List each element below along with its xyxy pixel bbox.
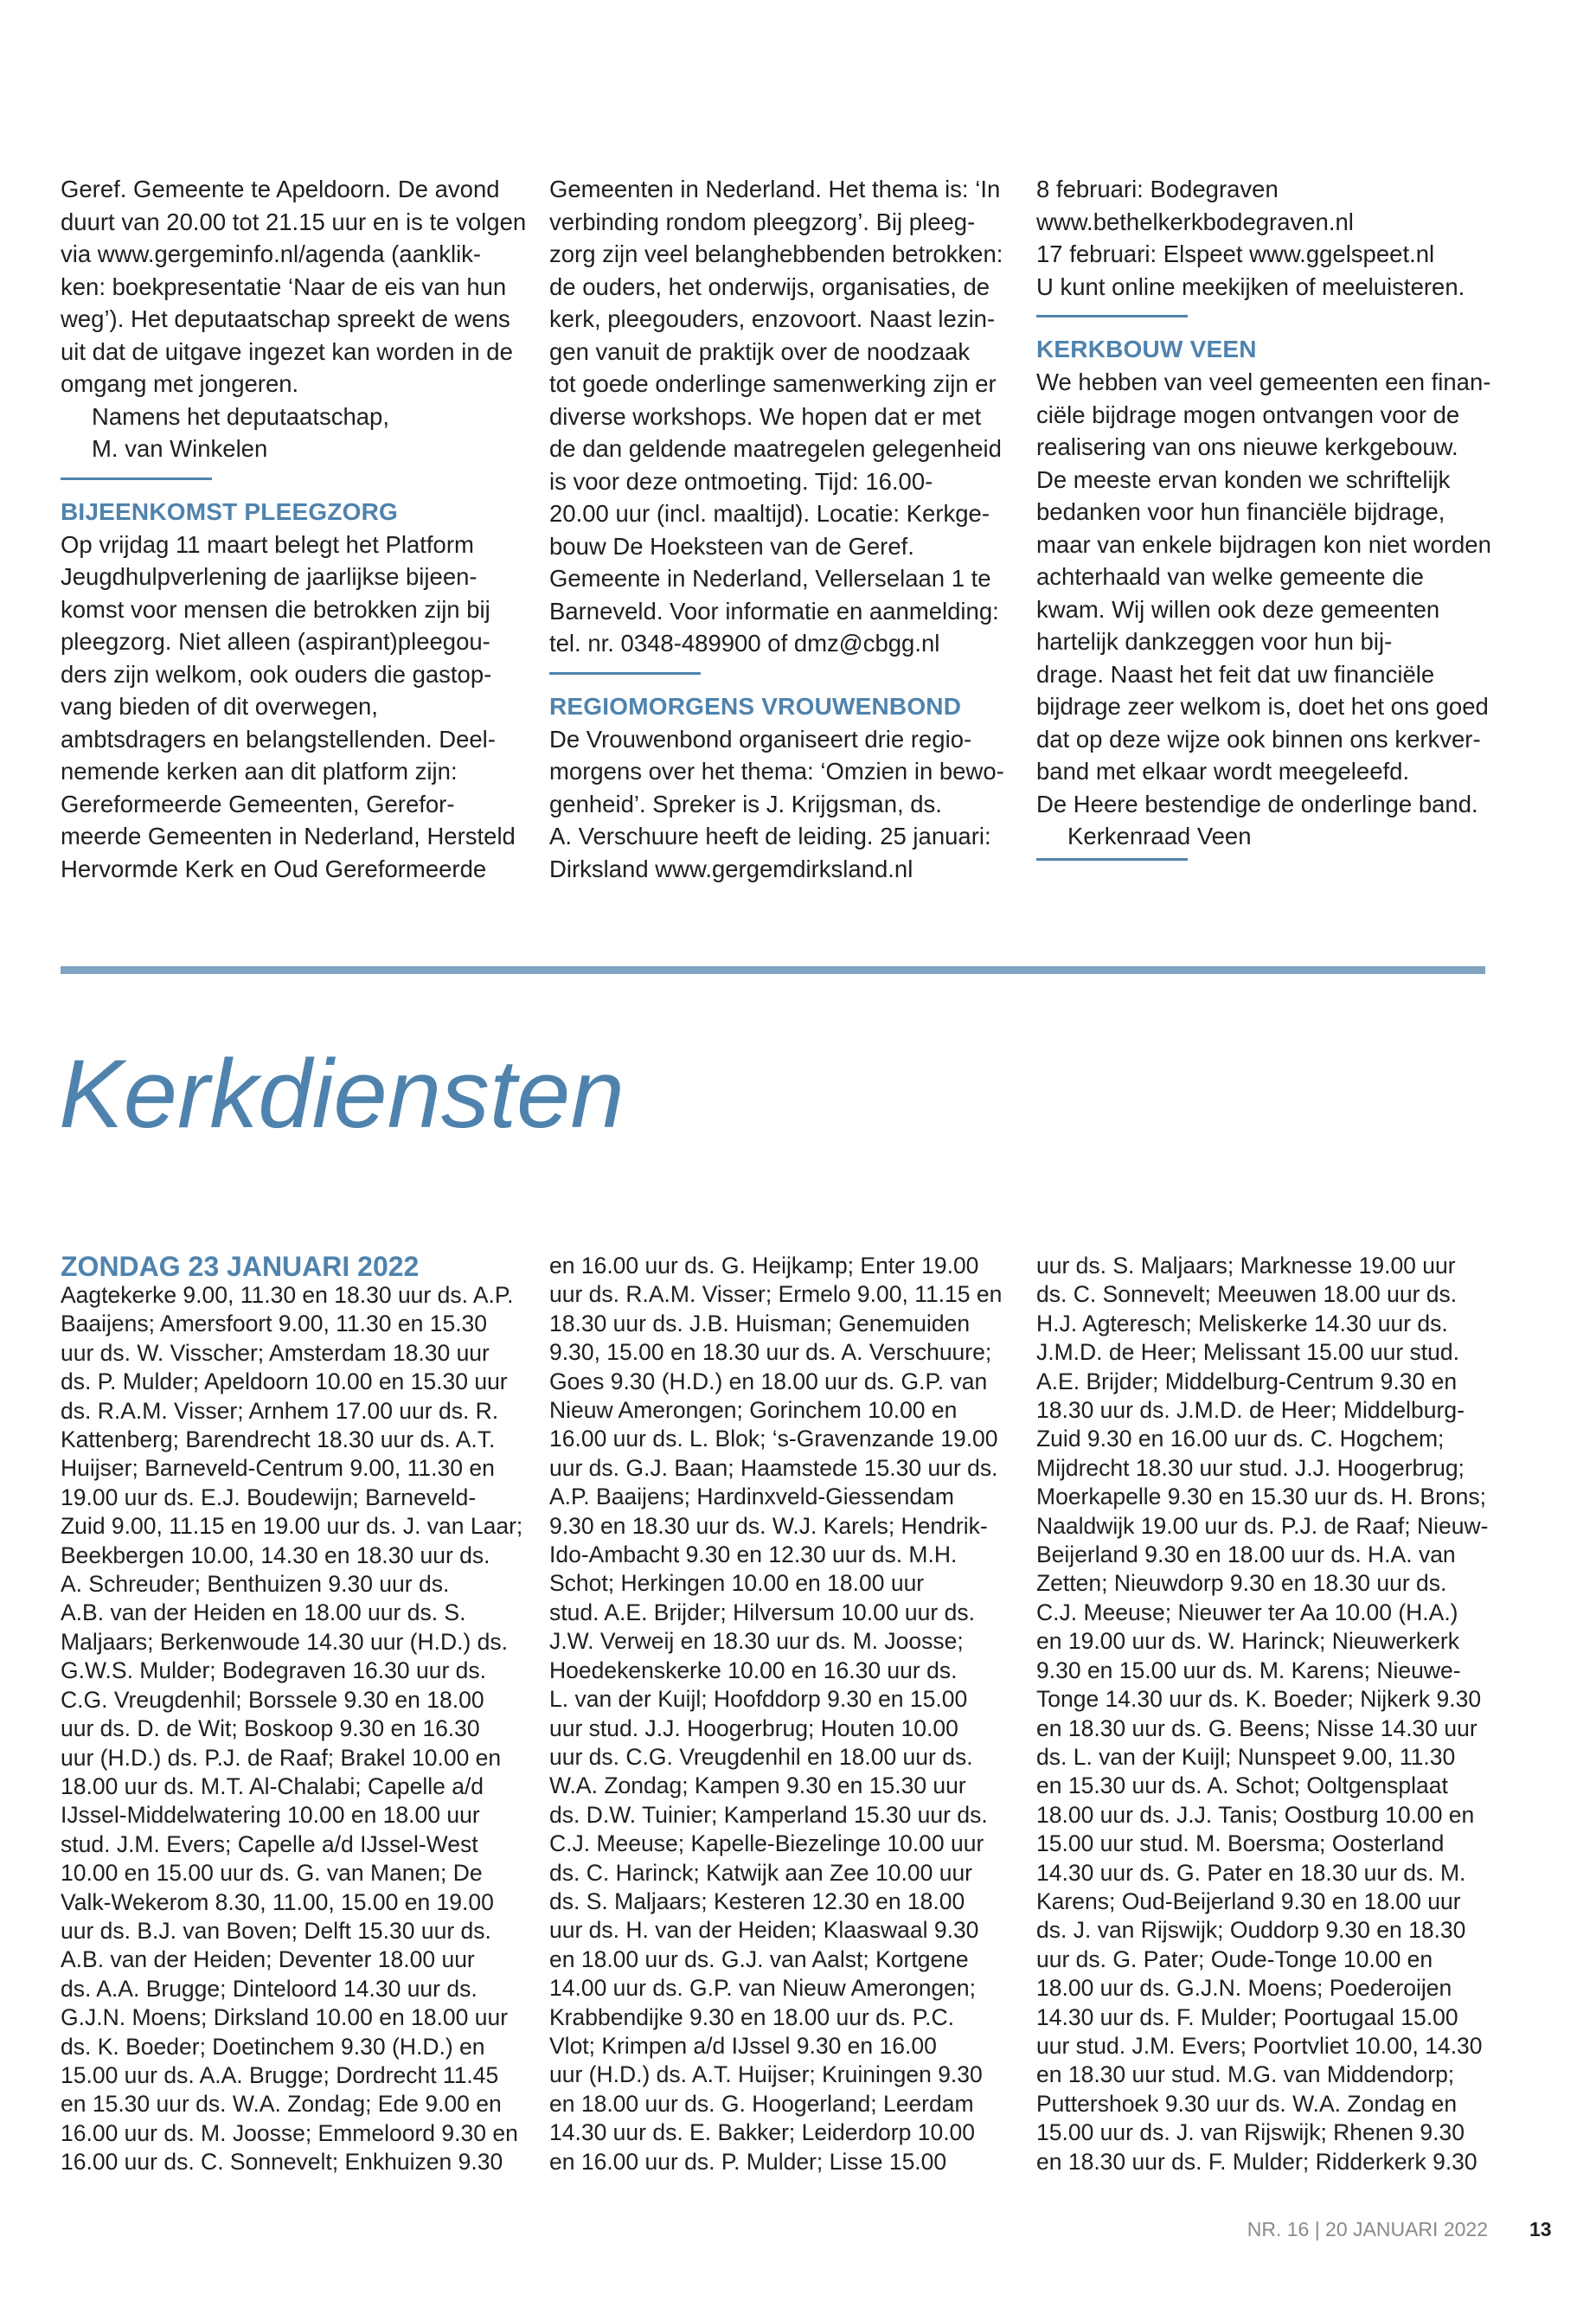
services-date-heading: ZONDAG 23 JANUARI 2022 — [61, 1251, 420, 1282]
services-list-3 — [1036, 1252, 1521, 2176]
text-line: W.A. Zondag; Kampen 9.30 en 15.30 uur — [549, 1772, 966, 1799]
text-line: dat op deze wijze ook binnen ons kerkver- — [1036, 725, 1481, 753]
article-regiomorgens-vrouwenbond — [549, 723, 1016, 886]
text-line: bedanken voor hun financiële bijdrage, — [1036, 498, 1445, 525]
text-line: genheid’. Spreker is J. Krijgsman, ds. — [549, 790, 942, 817]
text-line: 14.30 uur ds. G. Pater en 18.30 uur ds. M. — [1036, 1859, 1466, 1886]
text-line: ds. S. Maljaars; Kesteren 12.30 en 18.00 — [549, 1888, 965, 1914]
text-line: uur stud. J.J. Hoogerbrug; Houten 10.00 — [549, 1715, 958, 1741]
page-number: 13 — [1529, 2218, 1552, 2240]
text-line: uur ds. D. de Wit; Boskoop 9.30 en 16.30 — [61, 1715, 480, 1742]
text-line: Beijerland 9.30 en 18.00 uur ds. H.A. van — [1036, 1541, 1456, 1568]
section-end-rule — [1036, 858, 1188, 861]
text-line: ds. J. van Rijswijk; Ouddorp 9.30 en 18.30 — [1036, 1917, 1466, 1944]
text-line: Aagtekerke 9.00, 11.30 en 18.30 uur ds. A.P. — [61, 1282, 514, 1308]
text-line: uur ds. S. Maljaars; Marknesse 19.00 uur — [1036, 1253, 1456, 1279]
text-line: ds. A.A. Brugge; Dinteloord 14.30 uur ds. — [61, 1975, 478, 2002]
text-line: achterhaald van welke gemeente die — [1036, 563, 1424, 590]
text-line: ds. R.A.M. Visser; Arnhem 17.00 uur ds. R. — [61, 1397, 499, 1424]
heading-regiomorgens-vrouwenbond: REGIOMORGENS VROUWENBOND — [549, 692, 962, 720]
text-line: 10.00 en 15.00 uur ds. G. van Manen; De — [61, 1860, 483, 1887]
text-line: 16.00 uur ds. L. Blok; ‘s-Gravenzande 19.00 — [549, 1426, 998, 1452]
text-line: 18.00 uur ds. J.J. Tanis; Oostburg 10.00 en — [1036, 1801, 1475, 1828]
text-line: G.J.N. Moens; Dirksland 10.00 en 18.00 uur — [61, 2004, 509, 2031]
text-line: 14.00 uur ds. G.P. van Nieuw Amerongen; — [549, 1975, 977, 2002]
text-line: en 18.30 uur ds. G. Beens; Nisse 14.30 uur — [1036, 1715, 1477, 1741]
text-line: uur (H.D.) ds. P.J. de Raaf; Brakel 10.00 en — [61, 1744, 502, 1771]
text-line: 18.00 uur ds. G.J.N. Moens; Poederoijen — [1036, 1975, 1452, 2002]
text-line: C.J. Meeuse; Kapelle-Biezelinge 10.00 uur — [549, 1830, 984, 1857]
heading-kerkbouw-veen: KERKBOUW VEEN — [1036, 336, 1257, 362]
text-line: vang bieden of dit overwegen, — [61, 693, 378, 720]
text-line: duurt van 20.00 tot 21.15 uur en is te volgen — [61, 208, 527, 235]
text-line: en 18.00 uur ds. G.J. van Aalst; Kortgene — [549, 1945, 969, 1972]
text-line: 16.00 uur ds. M. Joosse; Emmeloord 9.30 en — [61, 2119, 518, 2146]
text-line: Maljaars; Berkenwoude 14.30 uur (H.D.) ds. — [61, 1628, 508, 1655]
text-line: morgens over het thema: ‘Omzien in bewo- — [549, 758, 1004, 785]
text-line: weg’). Het deputaatschap spreekt de wens — [61, 305, 510, 332]
section-divider — [61, 966, 1485, 974]
text-line: De Vrouwenbond organiseert drie regio- — [549, 725, 972, 753]
text-line: We hebben van veel gemeenten een finan- — [1036, 369, 1491, 395]
text-line: pleegzorg. Niet alleen (aspirant)pleegou- — [61, 628, 490, 655]
text-line: 18.00 uur ds. M.T. Al-Chalabi; Capelle a/d — [61, 1772, 484, 1799]
services-list-1 — [61, 1281, 545, 2177]
text-line: stud. A.E. Brijder; Hilversum 10.00 uur ds. — [549, 1599, 975, 1625]
text-line: band met elkaar wordt meegeleefd. — [1036, 758, 1410, 785]
text-line: Gemeente in Nederland, Vellerselaan 1 te — [549, 565, 991, 592]
signature-line-1: Namens het deputaatschap, — [92, 402, 389, 430]
text-line: ambtsdragers en belangstellenden. Deel- — [61, 725, 496, 753]
text-line: Kattenberg; Barendrecht 18.30 uur ds. A.T. — [61, 1426, 496, 1453]
text-line: 16.00 uur ds. C. Sonnevelt; Enkhuizen 9.30 — [61, 2149, 503, 2176]
text-line: en 16.00 uur ds. G. Heijkamp; Enter 19.00 — [549, 1253, 979, 1279]
text-line: uur ds. R.A.M. Visser; Ermelo 9.00, 11.15 en — [549, 1281, 1003, 1308]
text-line: uur stud. J.M. Evers; Poortvliet 10.00, 14.30 — [1036, 2032, 1483, 2059]
text-line: realisering van ons nieuwe kerkgebouw. — [1036, 433, 1458, 460]
text-line: 14.30 uur ds. E. Bakker; Leiderdorp 10.00 — [549, 2119, 976, 2146]
text-line: verbinding rondom pleegzorg’. Bij pleeg- — [549, 208, 976, 235]
text-line: en 18.00 uur ds. G. Hoogerland; Leerdam — [549, 2090, 974, 2117]
text-line: bijdrage zeer welkom is, doet het ons goed — [1036, 693, 1489, 720]
text-line: ds. P. Mulder; Apeldoorn 10.00 en 15.30 uur — [61, 1368, 508, 1395]
text-line: De Heere bestendige de onderlinge band. — [1036, 790, 1478, 817]
text-line: Schot; Herkingen 10.00 en 18.00 uur — [549, 1570, 925, 1597]
section-rule — [549, 672, 701, 675]
services-column-1 — [61, 1252, 545, 2177]
text-line: ciële bijdrage mogen ontvangen voor de — [1036, 401, 1460, 428]
text-line: 20.00 uur (incl. maaltijd). Locatie: Kerkge- — [549, 500, 990, 527]
text-line: uur ds. G.J. Baan; Haamstede 15.30 uur ds. — [549, 1454, 998, 1481]
text-line: ken: boekpresentatie ‘Naar de eis van hun — [61, 272, 507, 300]
text-line: Vlot; Krimpen a/d IJssel 9.30 en 16.00 — [549, 2032, 937, 2059]
text-line: A. Schreuder; Benthuizen 9.30 uur ds. — [61, 1571, 450, 1598]
text-line: Tonge 14.30 uur ds. K. Boeder; Nijkerk 9.30 — [1036, 1686, 1482, 1713]
text-line: www.bethelkerkbodegraven.nl — [1036, 208, 1354, 235]
text-line: Krabbendijke 9.30 en 18.00 uur ds. P.C. — [549, 2003, 955, 2030]
text-line: 9.30 en 15.00 uur ds. M. Karens; Nieuwe- — [1036, 1657, 1461, 1683]
text-line: hartelijk dankzeggen voor hun bij- — [1036, 628, 1393, 655]
top-column-1 — [61, 173, 528, 885]
issue-info: NR. 16 | 20 JANUARI 2022 — [1247, 2218, 1488, 2240]
text-line: Karens; Oud-Beijerland 9.30 en 18.00 uur — [1036, 1888, 1461, 1914]
text-line: Gereformeerde Gemeenten, Gerefor- — [61, 790, 455, 817]
text-line: A.P. Baaijens; Hardinxveld-Giessendam — [549, 1484, 954, 1510]
text-line: Gemeenten in Nederland. Het thema is: ‘In — [549, 176, 1001, 202]
text-line: diverse workshops. We hopen dat er met — [549, 402, 982, 430]
text-line: uur (H.D.) ds. A.T. Huijser; Kruiningen 9.30 — [549, 2061, 983, 2088]
text-line: 9.30 en 18.30 uur ds. W.J. Karels; Hendrik- — [549, 1512, 988, 1539]
text-line: tot goede onderlinge samenwerking zijn er — [549, 370, 997, 397]
text-line: via www.gergeminfo.nl/agenda (aanklik- — [61, 240, 482, 267]
text-line: is voor deze ontmoeting. Tijd: 16.00- — [549, 467, 933, 495]
text-line: uur ds. G. Pater; Oude-Tonge 10.00 en — [1036, 1945, 1433, 1972]
text-line: bouw De Hoeksteen van de Geref. — [549, 532, 914, 560]
text-line: A.B. van der Heiden en 18.00 uur ds. S. — [61, 1599, 466, 1626]
text-line: nemende kerken aan dit platform zijn: — [61, 758, 458, 785]
text-line: tel. nr. 0348-489900 of dmz@cbgg.nl — [549, 630, 940, 657]
section-rule — [61, 478, 212, 480]
top-column-2 — [549, 173, 1016, 885]
text-line: Op vrijdag 11 maart belegt het Platform — [61, 530, 474, 558]
text-line: IJssel-Middelwatering 10.00 en 18.00 uur — [61, 1802, 480, 1829]
text-line: en 15.30 uur ds. A. Schot; Ooltgensplaat — [1036, 1772, 1448, 1799]
article-apeldoorn-continued — [61, 173, 528, 401]
text-line: uit dat de uitgave ingezet kan worden in de — [61, 337, 513, 365]
text-line: gen vanuit de praktijk over de noodzaak — [549, 337, 971, 365]
text-line: ds. C. Sonnevelt; Meeuwen 18.00 uur ds. — [1036, 1281, 1458, 1308]
text-line: meerde Gemeenten in Nederland, Hersteld — [61, 823, 516, 849]
text-line: A.B. van der Heiden; Deventer 18.00 uur — [61, 1946, 475, 1973]
text-line: komst voor mensen die betrokken zijn bij — [61, 595, 490, 623]
text-line: Valk-Wekerom 8.30, 11.00, 15.00 en 19.00 — [61, 1888, 494, 1915]
text-line: ds. D.W. Tuinier; Kamperland 15.30 uur ds. — [549, 1801, 988, 1828]
services-column-3 — [1036, 1252, 1521, 2176]
article-bijeenkomst-pleegzorg — [61, 529, 528, 886]
text-line: 19.00 uur ds. E.J. Boudewijn; Barneveld- — [61, 1484, 477, 1510]
services-column-2 — [549, 1252, 1034, 2176]
text-line: drage. Naast het feit dat uw financiële — [1036, 660, 1435, 688]
text-line: Zuid 9.00, 11.15 en 19.00 uur ds. J. van Laar; — [61, 1513, 523, 1540]
text-line: 17 februari: Elspeet www.ggelspeet.nl — [1036, 240, 1435, 267]
text-line: Huijser; Barneveld-Centrum 9.00, 11.30 en — [61, 1455, 495, 1482]
text-line: de dan geldende maatregelen gelegenheid — [549, 435, 1002, 462]
text-line: Beekbergen 10.00, 14.30 en 18.30 uur ds. — [61, 1541, 490, 1568]
text-line: 14.30 uur ds. F. Mulder; Poortugaal 15.00 — [1036, 2003, 1458, 2030]
text-line: Moerkapelle 9.30 en 15.30 uur ds. H. Brons; — [1036, 1484, 1486, 1510]
text-line: uur ds. H. van der Heiden; Klaaswaal 9.30 — [549, 1917, 979, 1944]
text-line: omgang met jongeren. — [61, 370, 299, 397]
text-line: zorg zijn veel belanghebbenden betrokken: — [549, 240, 1003, 267]
text-line: 15.00 uur ds. A.A. Brugge; Dordrecht 11.45 — [61, 2061, 499, 2088]
text-line: Hoedekenskerke 10.00 en 16.30 uur ds. — [549, 1657, 958, 1683]
text-line: stud. J.M. Evers; Capelle a/d IJssel-West — [61, 1830, 478, 1857]
text-line: J.M.D. de Heer; Melissant 15.00 uur stud. — [1036, 1339, 1459, 1366]
text-line: 18.30 uur ds. J.B. Huisman; Genemuiden — [549, 1310, 971, 1336]
text-line: Puttershoek 9.30 uur ds. W.A. Zondag en — [1036, 2090, 1458, 2117]
text-line: Dirksland www.gergemdirksland.nl — [549, 855, 913, 882]
heading-bijeenkomst-pleegzorg: BIJEENKOMST PLEEGZORG — [61, 497, 399, 525]
text-line: Jeugdhulpverlening de jaarlijkse bijeen- — [61, 563, 478, 590]
article-kerkbouw-veen — [1036, 366, 1503, 820]
text-line: Baaijens; Amersfoort 9.00, 11.30 en 15.30 — [61, 1311, 488, 1337]
text-line: Hervormde Kerk en Oud Gereformeerde — [61, 855, 487, 882]
text-line: Zuid 9.30 en 16.00 uur ds. C. Hogchem; — [1036, 1426, 1445, 1452]
text-line: Zetten; Nieuwdorp 9.30 en 18.30 uur ds. — [1036, 1570, 1447, 1597]
text-line: A. Verschuure heeft de leiding. 25 januari: — [549, 823, 991, 849]
text-line: L. van der Kuijl; Hoofddorp 9.30 en 15.00 — [549, 1686, 968, 1713]
text-line: en 16.00 uur ds. P. Mulder; Lisse 15.00 — [549, 2148, 947, 2175]
text-line: G.W.S. Mulder; Bodegraven 16.30 uur ds. — [61, 1657, 486, 1684]
text-line: Ido-Ambacht 9.30 en 12.30 uur ds. M.H. — [549, 1541, 958, 1568]
text-line: de ouders, het onderwijs, organisaties, de — [549, 272, 990, 300]
text-line: C.J. Meeuse; Nieuwer ter Aa 10.00 (H.A.) — [1036, 1599, 1458, 1625]
text-line: Geref. Gemeente te Apeldoorn. De avond — [61, 176, 500, 202]
text-line: De meeste ervan konden we schriftelijk — [1036, 465, 1451, 493]
text-line: Barneveld. Voor informatie en aanmelding: — [549, 597, 999, 625]
text-line: Goes 9.30 (H.D.) en 18.00 uur ds. G.P. van — [549, 1368, 988, 1394]
text-line: Mijdrecht 18.30 uur stud. J.J. Hoogerbrug; — [1036, 1454, 1465, 1481]
text-line: uur ds. C.G. Vreugdenhil en 18.00 uur ds. — [549, 1743, 973, 1770]
text-line: 8 februari: Bodegraven — [1036, 176, 1279, 202]
text-line: kerk, pleegouders, enzovoort. Naast lezin- — [549, 305, 996, 332]
article-pleegzorg-continued — [549, 173, 1016, 660]
signature-kerkenraad: Kerkenraad Veen — [1067, 823, 1252, 849]
section-title-kerkdiensten: Kerkdiensten — [59, 1040, 625, 1148]
text-line: en 15.30 uur ds. W.A. Zondag; Ede 9.00 en — [61, 2091, 502, 2118]
text-line: Naaldwijk 19.00 uur ds. P.J. de Raaf; Nieuw- — [1036, 1512, 1489, 1539]
text-line: C.G. Vreugdenhil; Borssele 9.30 en 18.00 — [61, 1686, 484, 1713]
article-regiomorgens-continued — [1036, 173, 1503, 303]
text-line: maar van enkele bijdragen kon niet worden — [1036, 530, 1491, 558]
text-line: 18.30 uur ds. J.M.D. de Heer; Middelburg- — [1036, 1397, 1465, 1424]
text-line: kwam. Wij willen ook deze gemeenten — [1036, 595, 1440, 623]
section-rule — [1036, 315, 1188, 317]
signature-line-2: M. van Winkelen — [92, 435, 268, 462]
text-line: A.E. Brijder; Middelburg-Centrum 9.30 en — [1036, 1368, 1458, 1394]
text-line: 15.00 uur ds. J. van Rijswijk; Rhenen 9.30 — [1036, 2119, 1465, 2146]
text-line: H.J. Agteresch; Meliskerke 14.30 uur ds. — [1036, 1310, 1448, 1336]
top-column-3 — [1036, 173, 1503, 876]
text-line: 15.00 uur stud. M. Boersma; Oosterland — [1036, 1830, 1445, 1857]
text-line: ders zijn welkom, ook ouders die gastop- — [61, 660, 492, 688]
text-line: 9.30, 15.00 en 18.30 uur ds. A. Verschuure; — [549, 1339, 992, 1366]
text-line: U kunt online meekijken of meeluisteren. — [1036, 272, 1465, 300]
text-line: en 18.30 uur stud. M.G. van Middendorp; — [1036, 2061, 1455, 2088]
text-line: ds. L. van der Kuijl; Nunspeet 9.00, 11.30 — [1036, 1743, 1456, 1770]
text-line: ds. K. Boeder; Doetinchem 9.30 (H.D.) en — [61, 2033, 485, 2060]
text-line: uur ds. B.J. van Boven; Delft 15.30 uur ds. — [61, 1917, 491, 1944]
text-line: uur ds. W. Visscher; Amsterdam 18.30 uur — [61, 1339, 490, 1366]
text-line: ds. C. Harinck; Katwijk aan Zee 10.00 uur — [549, 1859, 973, 1886]
text-line: Nieuw Amerongen; Gorinchem 10.00 en — [549, 1397, 958, 1424]
services-list-2 — [549, 1252, 1034, 2176]
text-line: J.W. Verweij en 18.30 uur ds. M. Joosse; — [549, 1628, 964, 1655]
text-line: en 18.30 uur ds. F. Mulder; Ridderkerk 9.30 — [1036, 2148, 1477, 2175]
text-line: en 19.00 uur ds. W. Harinck; Nieuwerkerk — [1036, 1628, 1459, 1655]
